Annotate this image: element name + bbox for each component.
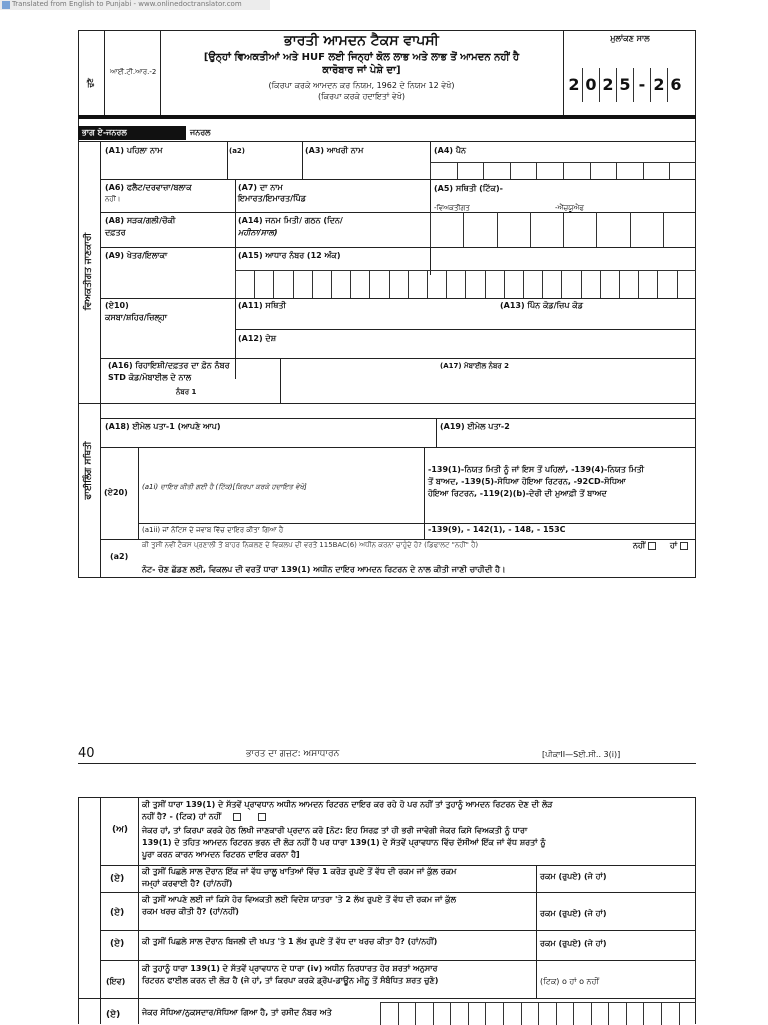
row-e-text-1: ਕੀ ਤੁਹਾਨੂੰ ਧਾਰਾ 139(1) ਦੇ ਸੱਤਵੇਂ ਪ੍ਰਾਵਧਾਨ ਦੇ ਧਾਰਾ (iv) ਅਧੀਨ ਨਿਰਧਾਰਤ ਹੋਰ ਸ਼ਰਤਾਂ ਅਨੁਸਾਰ xyxy=(142,964,438,973)
pan-input-boxes[interactable] xyxy=(430,162,696,179)
label-a2-regime: (a2) xyxy=(110,552,129,561)
label-a11-state: (A11) ਸਥਿਤੀ xyxy=(238,301,286,310)
label-a5-status: (A5) ਸਥਿਤੀ (ਟਿੱਕ)- xyxy=(434,184,503,193)
row-d-amount[interactable]: ਰਕਮ (ਰੁਪਏ) (ਜੇ ਹਾਂ) xyxy=(540,939,607,948)
row-c-text-2: ਰਕਮ ਖਰਚ ਕੀਤੀ ਹੈ? (ਹਾਂ/ਨਹੀਂ) xyxy=(142,907,239,916)
a1i-option-line-3[interactable]: ਹੋਇਆ ਰਿਟਰਨ, -119(2)(b)-ਦੇਰੀ ਦੀ ਮੁਆਫ਼ੀ ਤੋਂ ਬਾਅਦ xyxy=(428,489,607,498)
assessment-year-label: ਮੁਲਾਂਕਣ ਸਾਲ xyxy=(610,34,650,43)
form-subtitle-2: ਕਾਰੋਬਾਰ ਜਾਂ ਪੇਸ਼ੇ ਦਾ] xyxy=(322,65,401,76)
label-a4-pan: (A4) ਪੈਨ xyxy=(434,146,467,155)
label-a1i-filed: (a1i) ਦਾਇਰ ਕੀਤੀ ਗਈ ਹੈ (ਟਿੱਕ)[ਕਿਰਪਾ ਕਰਕੇ ਹਦਾਇਤ ਵੇਖੋ] xyxy=(142,483,307,491)
label-a8-office: ਦਫ਼ਤਰ xyxy=(105,228,126,237)
label-a16-phone: (A16) ਰਿਹਾਇਸ਼ੀ/ਦਫ਼ਤਰ ਦਾ ਫ਼ੋਨ ਨੰਬਰ xyxy=(108,361,230,370)
label-a6-no: ਨਹੀਂ। xyxy=(105,195,121,203)
checkbox-icon[interactable] xyxy=(258,813,266,821)
checkbox-icon[interactable] xyxy=(648,542,656,550)
part-a-general: ਜਨਰਲ xyxy=(190,128,211,137)
checkbox-icon[interactable] xyxy=(680,542,688,550)
row-a-label: (ਅ) xyxy=(112,825,128,835)
gazette-section: [ਪੀਕਾII—Sਈ.ਸੀ.. 3(i)] xyxy=(542,750,621,759)
row-c-text-1: ਕੀ ਤੁਸੀਂ ਆਪਣੇ ਲਈ ਜਾਂ ਕਿਸੇ ਹੋਰ ਵਿਅਕਤੀ ਲਈ ਵਿਦੇਸ਼ ਯਾਤਰਾ 'ਤੇ 2 ਲੱਖ ਰੁਪਏ ਤੋਂ ਵੱਧ ਦੀ ਰਕਮ ਜਾਂ ਕੁੱਲ xyxy=(142,895,457,904)
a2-no-option[interactable]: ਨਹੀਂ xyxy=(633,541,659,551)
label-a15-aadhaar: (A15) ਆਧਾਰ ਨੰਬਰ (12 ਅੰਕ) xyxy=(238,251,341,260)
checkbox-icon[interactable] xyxy=(233,813,241,821)
row-f-label: (ਏ) xyxy=(106,1010,121,1020)
label-a8-road: (A8) ਸੜਕ/ਗਲੀ/ਚੌਕੀ xyxy=(105,216,176,225)
form-subtitle-1: [ਉਨ੍ਹਾਂ ਵਿਅਕਤੀਆਂ ਅਤੇ HUF ਲਈ ਜਿਨ੍ਹਾਂ ਕੋਲ ਲਾਭ ਅਤੇ ਲਾਭ ਤੋਂ ਆਮਦਨ ਨਹੀਂ ਹੈ xyxy=(203,52,520,63)
a2-question: ਕੀ ਤੁਸੀਂ ਨਵੀਂ ਟੈਕਸ ਪ੍ਰਣਾਲੀ ਤੋਂ ਬਾਹਰ ਨਿਕਲਣ ਦੇ ਵਿਕਲਪ ਦੀ ਵਰਤੋਂ 115BAC(6) ਅਧੀਨ ਕਰਨਾ ਚਾਹੁੰਦੇ ਹੋ? (ਡਿਫਾਲਟ "ਨਹੀਂ" ਹੈ) xyxy=(142,541,479,549)
label-a3-last-name: (A3) ਆਖਰੀ ਨਾਮ xyxy=(305,146,364,155)
gazette-title: ਭਾਰਤ ਦਾ ਗਜ਼ਟ: ਅਸਾਧਾਰਨ xyxy=(246,749,340,759)
row-a-text-4: 139(1) ਦੇ ਤਹਿਤ ਆਮਦਨ ਰਿਟਰਨ ਭਰਨ ਦੀ ਲੋੜ ਨਹੀਂ ਹੈ ਪਰ ਧਾਰਾ 139(1) ਦੇ ਸੱਤਵੇਂ ਪ੍ਰਾਵਧਾਨ ਵਿੱਚ ਦੱਸੀਆਂ ਇੱਕ ਜਾਂ ਵੱਧ ਸ਼ਰਤਾਂ ਨੂੰ xyxy=(142,838,546,847)
side-personal-info: ਵਿਅਕਤੀਗਤ ਜਾਣਕਾਰੀ xyxy=(83,232,94,311)
label-a9-area: (A9) ਖੇਤਰ/ਇਲਾਕਾ xyxy=(105,251,168,260)
page-number: 40 xyxy=(78,746,95,761)
receipt-number-boxes[interactable] xyxy=(380,1002,696,1025)
translator-banner[interactable] xyxy=(0,0,270,10)
label-a20: (ਏ20) xyxy=(104,488,128,497)
row-d-text-1: ਕੀ ਤੁਸੀਂ ਪਿਛਲੇ ਸਾਲ ਦੌਰਾਨ ਬਿਜਲੀ ਦੀ ਖਪਤ 'ਤੇ 1 ਲੱਖ ਰੁਪਏ ਤੋਂ ਵੱਧ ਦਾ ਖਰਚ ਕੀਤਾ ਹੈ? (ਹਾਂ/ਨਹੀਂ) xyxy=(142,937,438,946)
label-a12-country: (A12) ਦੇਸ਼ xyxy=(238,334,277,343)
row-a-text-1: ਕੀ ਤੁਸੀਂ ਧਾਰਾ 139(1) ਦੇ ਸੱਤਵੇਂ ਪ੍ਰਾਵਧਾਨ ਅਧੀਨ ਆਮਦਨ ਰਿਟਰਨ ਦਾਇਰ ਕਰ ਰਹੇ ਹੋ ਪਰ ਨਹੀਂ ਤਾਂ ਤੁਹਾਨੂੰ ਆਮਦਨ ਰਿਟਰਨ ਦੇਣ ਦੀ ਲੋੜ xyxy=(142,800,553,809)
side-filing-status: ਫਾਈਲਿੰਗ ਸਥਿਤੀ xyxy=(83,441,94,500)
label-a6-flat: (A6) ਫਲੈਟ/ਦਰਵਾਜ਼ਾ/ਬਲਾਕ xyxy=(105,183,192,192)
row-f-text-1: ਜੇਕਰ ਸੋਧਿਆ/ਨੁਕਸਦਾਰ/ਸੋਧਿਆ ਗਿਆ ਹੈ, ਤਾਂ ਰਸੀਦ ਨੰਬਰ ਅਤੇ xyxy=(142,1008,332,1017)
a2-yes-option[interactable]: ਹਾਂ xyxy=(670,541,691,551)
row-e-text-2: ਰਿਟਰਨ ਫਾਈਲ ਕਰਨ ਦੀ ਲੋੜ ਹੈ (ਜੇ ਹਾਂ, ਤਾਂ ਕਿਰਪਾ ਕਰਕੇ ਡ੍ਰੌਪ-ਡਾਊਨ ਮੀਨੂ ਤੋਂ ਸੰਬੰਧਿਤ ਸ਼ਰਤ ਚੁਣੋ) xyxy=(142,976,439,985)
form-subtitle-3: (ਕਿਰਪਾ ਕਰਕੇ ਆਮਦਨ ਕਰ ਨਿਯਮ, 1962 ਦੇ ਨਿਯਮ 12 ਵੇਖੋ) xyxy=(268,81,455,90)
row-b-label: (ਏ) xyxy=(110,874,125,884)
status-huf[interactable]: -ਐੱਚਯੂਐਫ xyxy=(555,204,584,212)
label-a16-phone-3: ਨੰਬਰ 1 xyxy=(176,388,197,396)
form-title: ਭਾਰਤੀ ਆਮਦਨ ਟੈਕਸ ਵਾਪਸੀ xyxy=(284,33,439,49)
label-a14-dob: (A14) ਜਨਮ ਮਿਤੀ/ ਗਠਨ (ਦਿਨ/ xyxy=(238,216,343,225)
label-a17-mobile: (A17) ਮੋਬਾਈਲ ਨੰਬਰ 2 xyxy=(440,362,510,370)
row-c-amount[interactable]: ਰਕਮ (ਰੁਪਏ) (ਜੇ ਹਾਂ) xyxy=(540,909,607,918)
row-b-amount[interactable]: ਰਕਮ (ਰੁਪਏ) (ਜੇ ਹਾਂ) xyxy=(540,872,607,881)
label-a14-dob-2: ਮਹੀਨਾ/ਸਾਲ) xyxy=(238,228,278,237)
label-a10-city: (ਏ10) xyxy=(105,301,129,310)
label-a18-email: (A18) ਈਮੇਲ ਪਤਾ-1 (ਆਪਣੇ ਆਪ) xyxy=(105,422,221,431)
row-a-text-5: ਪੂਰਾ ਕਰਨ ਕਾਰਨ ਆਮਦਨ ਰਿਟਰਨ ਦਾਇਰ ਕਰਨਾ ਹੈ] xyxy=(142,850,300,859)
row-c-label: (ਏ) xyxy=(110,908,125,918)
aadhaar-input-boxes[interactable] xyxy=(235,270,696,299)
row-b-text-1: ਕੀ ਤੁਸੀਂ ਪਿਛਲੇ ਸਾਲ ਦੌਰਾਨ ਇੱਕ ਜਾਂ ਵੱਧ ਚਾਲੂ ਖਾਤਿਆਂ ਵਿੱਚ 1 ਕਰੋੜ ਰੁਪਏ ਤੋਂ ਵੱਧ ਦੀ ਰਕਮ ਜਾਂ ਕੁੱਲ ਰਕਮ xyxy=(142,867,457,876)
translate-icon xyxy=(2,1,10,9)
row-b-text-2: ਜਮ੍ਹਾਂ ਕਰਵਾਈ ਹੈ? (ਹਾਂ/ਨਹੀਂ) xyxy=(142,879,233,888)
row-d-label: (ਏ) xyxy=(110,939,125,949)
select-label: ਚੁਣੋ xyxy=(86,78,95,88)
row-e-yes-no[interactable]: (ਟਿਕ) o ਹਾਂ o ਨਹੀਂ xyxy=(540,977,599,986)
status-individual[interactable]: -ਵਿਅਕਤੀਗਤ xyxy=(434,204,470,212)
label-a19-email: (A19) ਈਮੇਲ ਪਤਾ-2 xyxy=(440,422,510,431)
assessment-year: 2 0 2 5 - 2 6 xyxy=(566,68,694,102)
a1i-option-line-2[interactable]: ਤੋਂ ਬਾਅਦ, -139(5)-ਸੋਧਿਆ ਹੋਇਆ ਰਿਟਰਨ, -92CD-ਸੋਧਿਆ xyxy=(428,477,626,486)
dob-input-boxes[interactable] xyxy=(430,212,696,247)
label-a7-building-2: ਇਮਾਰਤ/ਇਮਾਰਤ/ਪਿੰਡ xyxy=(238,194,306,203)
row-e-label: (ਇਵ) xyxy=(106,977,126,986)
form-code: ਆਈ.ਟੀ.ਆਰ.-2 xyxy=(110,68,157,76)
label-a7-building: (A7) ਦਾ ਨਾਮ xyxy=(238,183,283,192)
label-a2-middle-name: (a2) xyxy=(229,147,245,155)
part-a-label: ਭਾਗ ਏ-ਜਨਰਲ xyxy=(78,126,186,140)
label-a13-pincode: (A13) ਪਿੰਨ ਕੋਡ/ਜ਼ਿਪ ਕੋਡ xyxy=(500,301,583,310)
a2-note: ਨੋਟ- ਚੋਣ ਛੱਡਣ ਲਈ, ਵਿਕਲਪ ਦੀ ਵਰਤੋਂ ਧਾਰਾ 139(1) ਅਧੀਨ ਦਾਇਰ ਆਮਦਨ ਰਿਟਰਨ ਦੇ ਨਾਲ ਕੀਤੀ ਜਾਣੀ ਚਾਹੀਦੀ ਹੈ। xyxy=(142,565,506,574)
label-a16-phone-2: STD ਕੋਡ/ਮੋਬਾਈਲ ਦੇ ਨਾਲ xyxy=(108,373,192,382)
translator-banner-text: Translated from English to Punjabi - www.onlinedoctranslator.com xyxy=(12,0,242,8)
row-a-text-2: ਨਹੀਂ ਹੈ? - (ਟਿਕ) ਹਾਂ ਨਹੀਂ xyxy=(142,812,269,822)
label-a1ii-notice: (a1ii) ਜਾਂ ਨੋਟਿਸ ਦੇ ਜਵਾਬ ਵਿੱਚ ਦਾਇਰ ਕੀਤਾ ਗਿਆ ਹੈ xyxy=(142,526,284,534)
row-a-text-3: ਜੇਕਰ ਹਾਂ, ਤਾਂ ਕਿਰਪਾ ਕਰਕੇ ਹੇਠ ਲਿਖੀ ਜਾਣਕਾਰੀ ਪ੍ਰਦਾਨ ਕਰੋ [ਨੋਟ: ਇਹ ਸਿਰਫ਼ ਤਾਂ ਹੀ ਭਰੀ ਜਾਵੇਗੀ ਜੇਕਰ ਕਿਸੇ ਵਿਅਕਤੀ ਨੂੰ ਧਾਰਾ xyxy=(142,826,528,835)
label-a1-first-name: (A1) ਪਹਿਲਾ ਨਾਮ xyxy=(105,146,163,155)
label-a10-city-2: ਕਸਬਾ/ਸ਼ਹਿਰ/ਜ਼ਿਲ੍ਹਾ xyxy=(105,313,168,322)
a1ii-options[interactable]: -139(9), - 142(1), - 148, - 153C xyxy=(428,525,566,534)
form-subtitle-4: (ਕਿਰਪਾ ਕਰਕੇ ਹਦਾਇਤਾਂ ਵੇਖੋ) xyxy=(317,92,406,101)
a1i-option-line-1[interactable]: -139(1)-ਨਿਯਤ ਮਿਤੀ ਨੂੰ ਜਾਂ ਇਸ ਤੋਂ ਪਹਿਲਾਂ, -139(4)-ਨਿਯਤ ਮਿਤੀ xyxy=(428,465,645,474)
